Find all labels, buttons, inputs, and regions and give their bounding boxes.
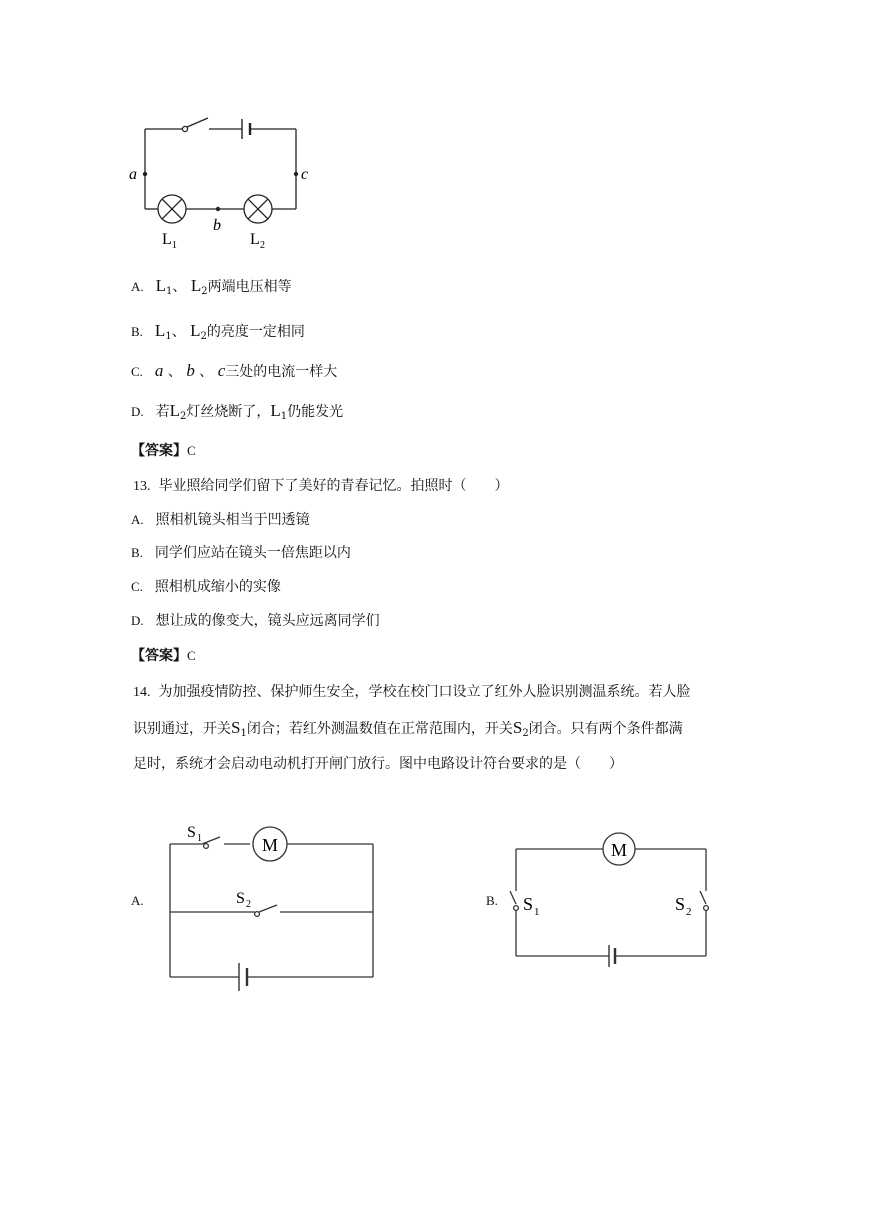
switch-s1-sub: 1 bbox=[197, 833, 202, 844]
q14-option-b-circuit bbox=[505, 828, 720, 978]
lamp-l1-label: L bbox=[162, 231, 172, 248]
switch-s1-label-b: S bbox=[523, 894, 534, 914]
switch-s1-label: S bbox=[187, 824, 196, 841]
q12-option-a: A. $L_1$、 $L_2$两端电压相等 bbox=[131, 276, 292, 297]
switch-s2-sub: 2 bbox=[246, 899, 251, 910]
point-c-label: c bbox=[301, 166, 309, 183]
q14-stem-line2: 识别通过，开关$S_1$闭合；若红外测温数值在正常范围内，开关$S_2$闭合。只有两个条件都满 bbox=[133, 718, 683, 739]
q13-option-a: A. 照相机镜头相当于凹透镜 bbox=[131, 512, 310, 528]
q12-option-b: B. $L_1$、 $L_2$的亮度一定相同 bbox=[131, 321, 305, 342]
q14-option-a-label: A. bbox=[131, 893, 144, 908]
q13-stem: 13. 毕业照给同学们留下了美好的青春记忆。拍照时（ ） bbox=[133, 478, 509, 494]
switch-s2-label-b: S bbox=[675, 894, 686, 914]
motor-m-label-b: M bbox=[611, 840, 628, 860]
q14-stem-line3: 足时，系统才会启动电动机打开闸门放行。图中电路设计符台要求的是（ ） bbox=[133, 756, 623, 772]
switch-s1-sub-b: 1 bbox=[534, 906, 540, 918]
point-b-label: b bbox=[213, 217, 221, 234]
q14-stem-line1: 14. 为加强疫情防控、保护师生安全，学校在校门口设立了红外人脸识别测温系统。若人脸 bbox=[133, 684, 691, 700]
switch-s2-label: S bbox=[236, 890, 245, 907]
q13-option-c: C. 照相机成缩小的实像 bbox=[131, 579, 281, 595]
switch-s2-sub-b: 2 bbox=[686, 906, 692, 918]
series-circuit-diagram bbox=[125, 108, 315, 253]
q12-option-d: D. 若$L_2$灯丝烧断了，$L_1$仍能发光 bbox=[131, 401, 344, 422]
q12-option-c: C. a 、 b 、 c三处的电流一样大 bbox=[131, 361, 338, 380]
point-a-label: a bbox=[129, 166, 137, 183]
q13-option-b: B. 同学们应站在镜头一倍焦距以内 bbox=[131, 545, 351, 561]
q14-option-b-label: B. bbox=[486, 893, 498, 908]
lamp-l2-sub: 2 bbox=[260, 240, 265, 251]
q13-answer: 【答案】C bbox=[131, 648, 196, 664]
lamp-l1-sub: 1 bbox=[172, 240, 177, 251]
lamp-l2-label: L bbox=[250, 231, 260, 248]
q14-option-a-circuit bbox=[160, 815, 385, 1000]
q13-option-d: D. 想让成的像变大，镜头应远离同学们 bbox=[131, 613, 380, 629]
q12-answer: 【答案】C bbox=[131, 443, 196, 459]
motor-m-label: M bbox=[262, 835, 279, 855]
